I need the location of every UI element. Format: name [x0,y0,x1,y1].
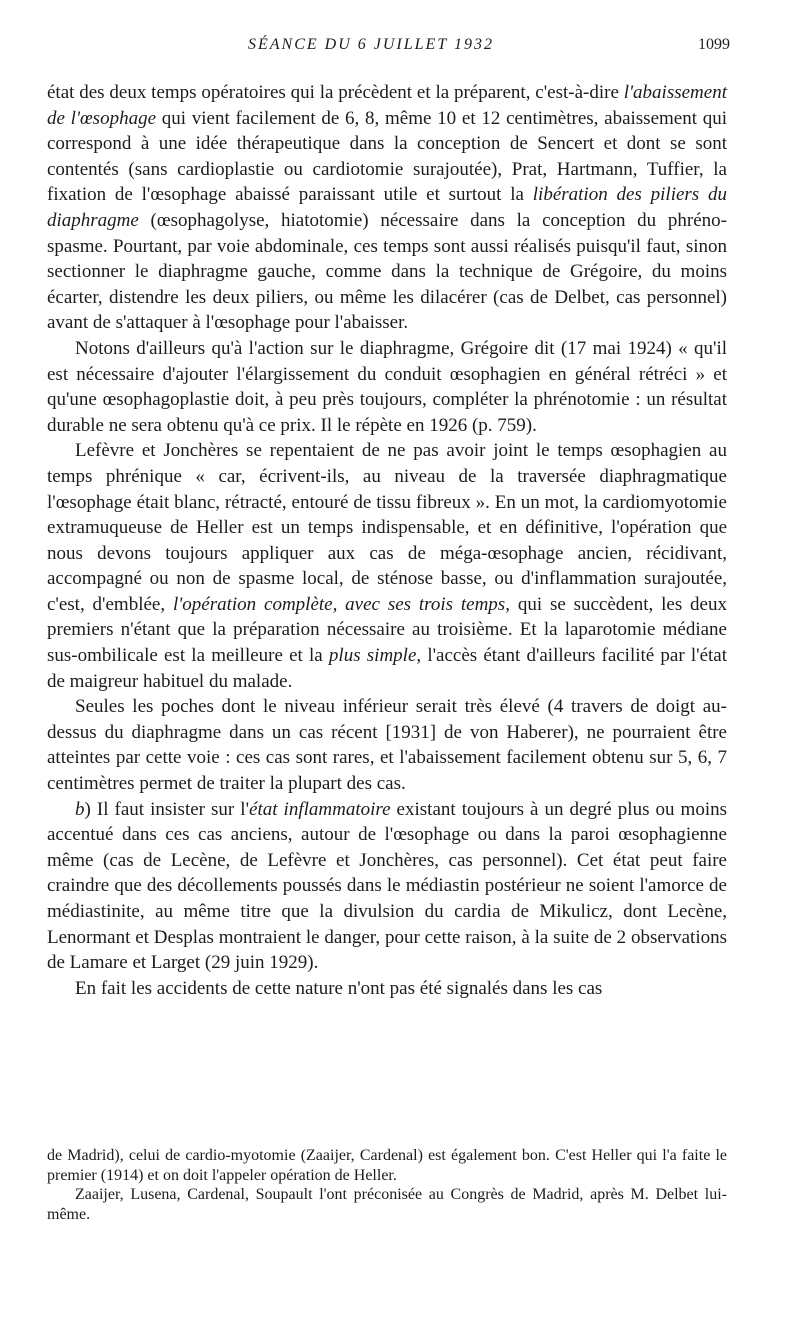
footnote: Zaaijer, Lusena, Cardenal, Soupault l'ont préconisée au Congrès de Madrid, après M. Delbet lui-même. [47,1186,727,1223]
paragraph [47,976,727,1002]
emphasis: l'abaissement de l'œsophage [47,82,727,129]
emphasis: l'opération complète, avec ses trois temps [172,593,506,615]
page-number: 1099 [698,36,730,53]
text-run: En fait les accidents de cette nature n'ont pas été signalés dans les cas [75,977,603,999]
paragraph [47,80,727,336]
paragraph [47,694,727,796]
header-title: SÉANCE DU 6 JUILLET 1932 [248,36,494,53]
text-run: , qui se succèdent, les deux premiers n'étant que la préparation nécessaire au troisième. Et la laparotomie médiane sus-ombilicale est la meilleure et la [47,593,727,667]
main-text [47,80,727,1001]
emphasis: plus simple [328,645,417,667]
text-run: ) Il faut insister sur l' [84,798,250,820]
paragraph [47,797,727,976]
emphasis: libération des piliers du diaphragme [47,184,728,231]
text-run: Seules les poches dont le niveau inférieur serait très élevé (4 travers de doigt au-dessus du diaphragme dans un cas récent [1931] de von Haberer), ne pourraient être atteintes par cette voie : ces cas sont rares, et l'abaissement facilement obtenu sur 5, 6, 7 centimètres permet de traiter la plupart des cas. [47,696,727,795]
text-run: (œsophagolyse, hiatotomie) nécessaire dans la conception du phréno-spasme. Pourtant, par voie abdominale, ces temps sont aussi réalisés puisqu'il faut, sinon sectionner le diaphragme gauche, comme dans la technique de Grégoire, du moins écarter, distendre les deux piliers, ou même les dilacérer (cas de Delbet, cas personnel) avant de s'attaquer à l'œsophage pour l'abaisser. [47,209,727,334]
section-letter: b [75,798,85,820]
text-run: , l'accès étant d'ailleurs facilité par l'état de maigreur habituel du malade. [47,645,727,692]
footnotes [47,1146,727,1224]
text-run: Lefèvre et Jonchères se repentaient de ne pas avoir joint le temps œsophagien au temps phrénique « car, écrivent-ils, au niveau de la traversée diaphragmatique l'œsophage était blanc, rétracté, entouré de tissu fibreux ». En un mot, la cardiomyotomie extramuqueuse de Heller est un temps indispensable, et en définitive, l'opération que nous devons toujours appliquer aux cas de méga-œsophage ancien, récidivant, accompagné ou non de spasme local, de sténose basse, ou d'inflammation surajoutée, c'est, d'emblée, [47,440,727,615]
text-run: état des deux temps opératoires qui la précèdent et la préparent, c'est-à-dire [47,82,624,103]
footnote: de Madrid), celui de cardio-myotomie (Zaaijer, Cardenal) est également bon. C'est Heller qui l'a faite le premier (1914) et on doit l'appeler opération de Heller. [47,1147,727,1184]
paragraph [47,438,727,694]
text-run: qui vient facilement de 6, 8, même 10 et 12 centimètres, abaissement qui correspond à une idée thérapeutique dans la conception de Sencert et dont se sont contentés (sans cardioplastie ou cardiotomie surajoutée), Prat, Hartmann, Tuffier, la fixation de l'œsophage abaissé paraissant utile et surtout la [47,107,728,206]
emphasis: état inflammatoire [249,798,391,820]
text-run: existant toujours à un degré plus ou moins accentué dans ces cas anciens, autour de l'œsophage ou dans la paroi œsophagienne même (cas de Lecène, de Lefèvre et Jonchères, cas personnel). Cet état peut faire craindre que des décollements poussés dans le médiastin postérieur ne soient l'amorce de médiastinite, au même titre que la divulsion du cardia de Mikulicz, dont Lecène, Lenormant et Desplas montraient le danger, pour cette raison, à la suite de 2 observations de Lamare et Larget (29 juin 1929). [47,798,727,974]
running-header [48,36,730,60]
text-run: Notons d'ailleurs qu'à l'action sur le diaphragme, Grégoire dit (17 mai 1924) « qu'il est nécessaire d'ajouter l'élargissement du conduit œsophagien en général rétréci » et qu'une œsophagoplastie doit, à peu près toujours, compléter la phrénotomie : un résultat durable ne sera obtenu qu'à ce prix. Il le répète en 1926 (p. 759). [47,337,727,436]
paragraph [47,336,727,438]
